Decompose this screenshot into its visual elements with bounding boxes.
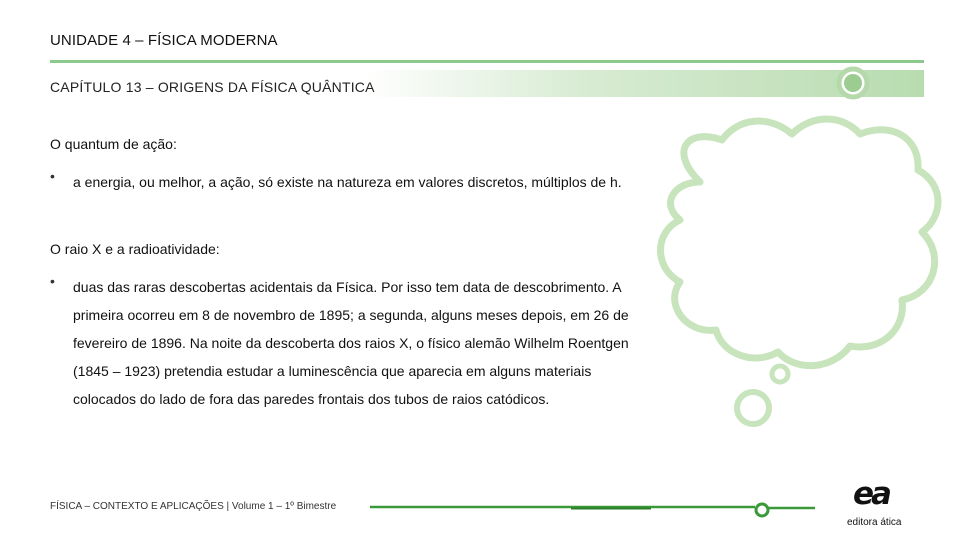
footer-circle-icon bbox=[756, 504, 768, 516]
footer-text: FÍSICA – CONTEXTO E APLICAÇÕES | Volume 1 – 1º Bimestre bbox=[50, 501, 337, 512]
publisher-logo-mark: ea bbox=[853, 476, 889, 512]
bullet-dot: • bbox=[50, 273, 55, 289]
unit-title: UNIDADE 4 – FÍSICA MODERNA bbox=[50, 32, 278, 49]
chapter-title: CAPÍTULO 13 – ORIGENS DA FÍSICA QUÂNTICA bbox=[50, 79, 375, 95]
section-title-quantum: O quantum de ação: bbox=[50, 136, 177, 152]
thought-cloud-icon bbox=[661, 119, 939, 366]
bullet-dot: • bbox=[50, 168, 55, 184]
thought-bubble-small-icon bbox=[772, 366, 788, 382]
bullet-text-quantum: a energia, ou melhor, a ação, só existe na natureza em valores discretos, múltiplos de h. bbox=[73, 174, 622, 190]
publisher-logo-text: editora ática bbox=[847, 517, 902, 528]
bullet-text-xray: duas das raras descobertas acidentais da Física. Por isso tem data de descobrimento. A primeira ocorreu em 8 de novembro de 1895; a segunda, alguns meses depois, em 26 de fevereiro de 1896. Na noite da descoberta dos raios X, o físico alemão Wilhelm Roentgen (1845 – 1923) pretendia estudar a luminescência que aparecia em alguns materiais colocados do lado de fora das paredes frontais dos tubos de raios catódicos. bbox=[73, 279, 629, 407]
band-circle-fill-icon bbox=[844, 74, 862, 92]
thought-bubble-large-icon bbox=[737, 392, 769, 424]
section-title-xray: O raio X e a radioatividade: bbox=[50, 241, 220, 257]
